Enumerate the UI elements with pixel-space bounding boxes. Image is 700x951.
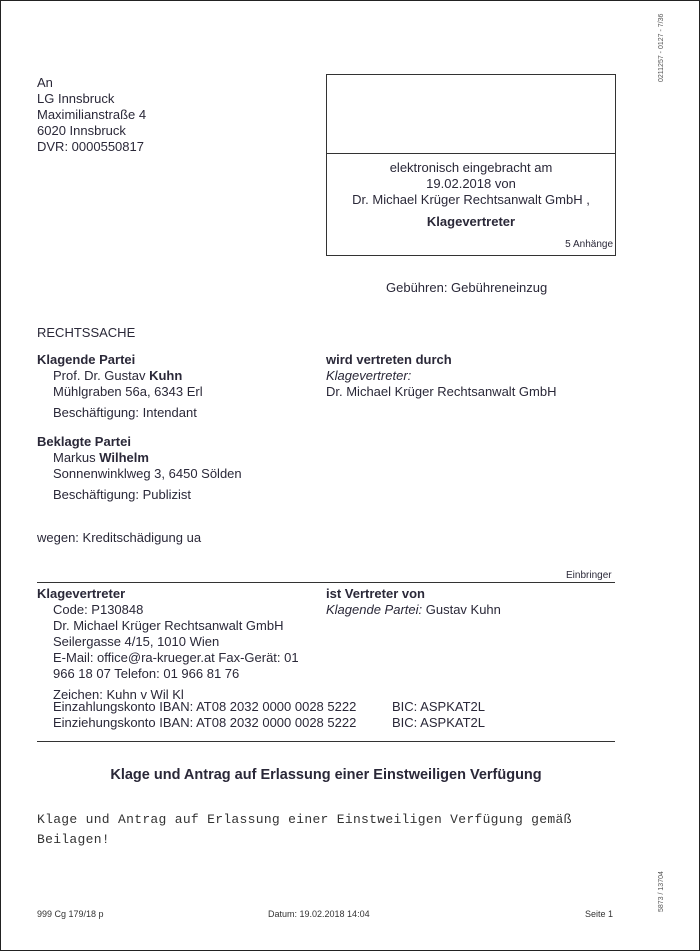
defendant-heading: Beklagte Partei — [37, 434, 131, 449]
account-deposit: Einzahlungskonto IBAN: AT08 2032 0000 0028 5222 — [53, 699, 357, 714]
defendant-name-prefix: Markus — [53, 450, 100, 465]
defendant-name — [53, 450, 242, 466]
submission-box — [326, 74, 616, 256]
side-label-bottom: 5873 / 13704 — [658, 871, 665, 912]
plaintiff-block — [37, 352, 203, 421]
fees-line: Gebühren: Gebühreneinzug — [386, 280, 548, 295]
body-text-line: Beilagen! — [37, 832, 110, 847]
submission-role: Klagevertreter — [426, 214, 516, 229]
counsel-bottom-divider — [37, 741, 615, 742]
subject-line: wegen: Kreditschädigung ua — [37, 530, 202, 545]
counsel-name: Dr. Michael Krüger Rechtsanwalt GmbH — [53, 618, 284, 633]
plaintiff-surname: Kuhn — [149, 368, 183, 383]
counsel-code: Code: P130848 — [53, 602, 144, 617]
representative-of-block — [326, 586, 501, 618]
counsel-block — [37, 586, 299, 703]
plaintiff-heading: Klagende Partei — [37, 352, 136, 367]
represented-by-heading: wird vertreten durch — [326, 352, 452, 367]
recipient-line: Maximilianstraße 4 — [37, 107, 147, 122]
section-title: RECHTSSACHE — [37, 325, 136, 340]
representative-of-name: Gustav Kuhn — [422, 602, 501, 617]
counsel-top-divider — [37, 582, 615, 583]
counsel-contact: E-Mail: office@ra-krueger.at Fax-Gerät: 01 — [53, 650, 299, 665]
recipient-address — [37, 75, 146, 155]
plaintiff-address: Mühlgraben 56a, 6343 Erl — [53, 384, 203, 399]
representative-of-party — [326, 602, 501, 618]
defendant-occupation: Beschäftigung: Publizist — [53, 487, 192, 502]
submission-line: 19.02.2018 von — [426, 176, 516, 191]
counsel-reference: Zeichen: Kuhn v Wil Kl — [53, 687, 184, 702]
body-text — [37, 810, 572, 850]
submission-line: elektronisch eingebracht am — [389, 160, 553, 175]
defendant-address: Sonnenwinklweg 3, 6450 Sölden — [53, 466, 242, 481]
represented-by-role: Klagevertreter: — [326, 368, 412, 383]
account-deposit-bic: BIC: ASPKAT2L — [392, 699, 485, 714]
account-withdrawal-bic: BIC: ASPKAT2L — [392, 715, 485, 730]
defendant-surname: Wilhelm — [99, 450, 149, 465]
submission-line: Dr. Michael Krüger Rechtsanwalt GmbH , — [352, 192, 590, 207]
plaintiff-name — [53, 368, 203, 384]
recipient-line: 6020 Innsbruck — [37, 123, 126, 138]
attachments-count: 5 Anhänge — [565, 239, 613, 250]
footer-case-number: 999 Cg 179/18 p — [37, 909, 104, 919]
recipient-line: LG Innsbruck — [37, 91, 115, 106]
defendant-block — [37, 434, 242, 503]
plaintiff-name-prefix: Prof. Dr. Gustav — [53, 368, 150, 383]
counsel-address: Seilergasse 4/15, 1010 Wien — [53, 634, 220, 649]
plaintiff-occupation: Beschäftigung: Intendant — [53, 405, 197, 420]
document-title: Klage und Antrag auf Erlassung einer Einstweiligen Verfügung — [110, 767, 542, 783]
representative-of-heading: ist Vertreter von — [326, 586, 425, 601]
body-text-line: Klage und Antrag auf Erlassung einer Einstweiligen Verfügung gemäß — [37, 812, 572, 827]
side-label-top: 0211257 - 0127 - 7/36 — [658, 13, 665, 82]
recipient-line: DVR: 0000550817 — [37, 139, 144, 154]
representative-of-role: Klagende Partei: — [326, 602, 423, 617]
counsel-heading: Klagevertreter — [37, 586, 126, 601]
footer-date: Datum: 19.02.2018 14:04 — [268, 909, 370, 919]
recipient-line: An — [37, 75, 53, 90]
box-divider — [327, 153, 615, 154]
counsel-contact: 966 18 07 Telefon: 01 966 81 76 — [53, 666, 240, 681]
account-withdrawal: Einziehungskonto IBAN: AT08 2032 0000 0028 5222 — [53, 715, 357, 730]
footer-page: Seite 1 — [585, 909, 614, 919]
represented-by-block — [326, 352, 556, 400]
represented-by-name: Dr. Michael Krüger Rechtsanwalt GmbH — [326, 384, 557, 399]
einbringer-label: Einbringer — [566, 570, 612, 581]
submission-info — [327, 160, 615, 230]
